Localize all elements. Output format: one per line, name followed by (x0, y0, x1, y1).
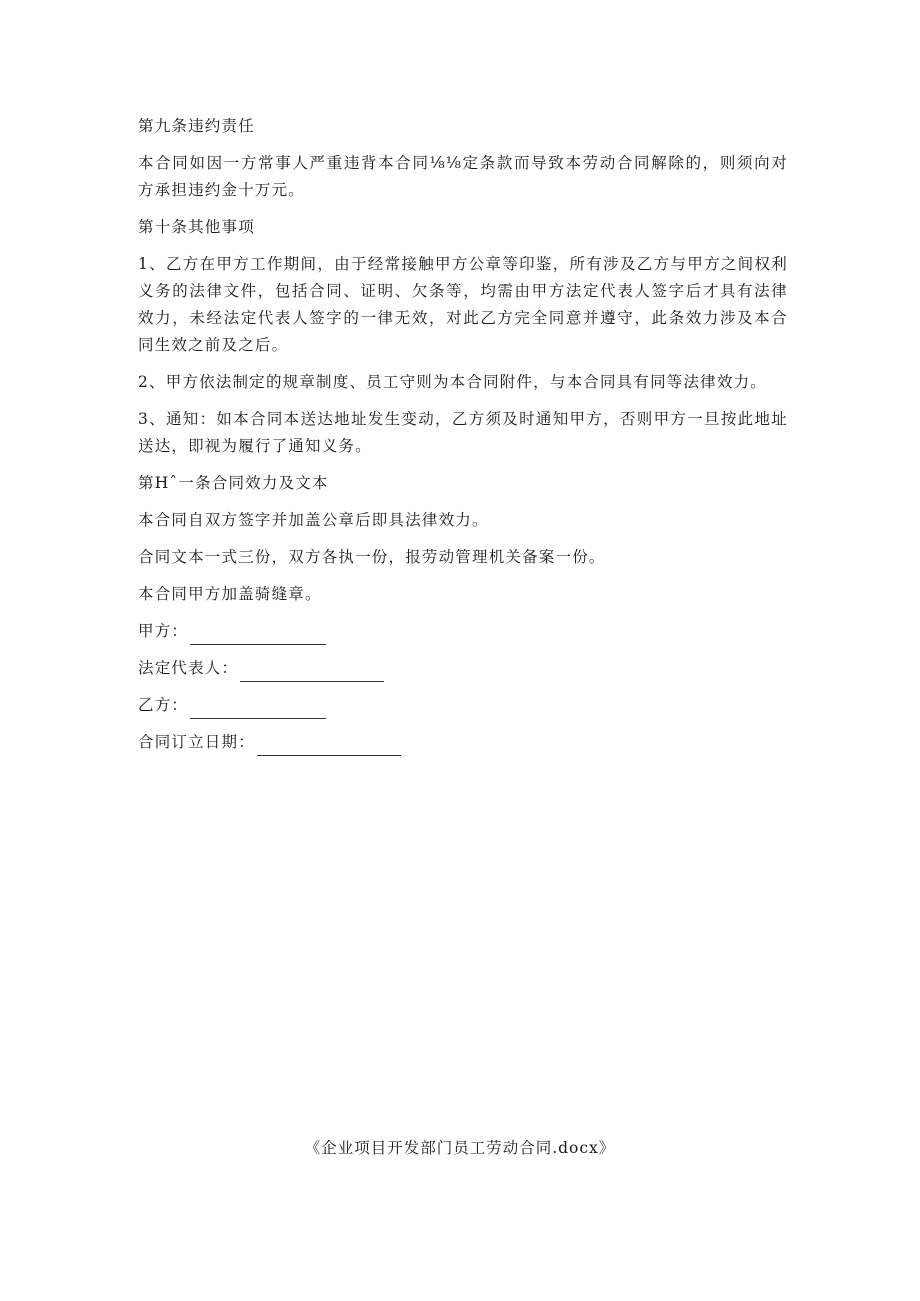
signature-legal-rep-blank (240, 663, 384, 682)
signature-party-b-blank (190, 700, 326, 719)
signature-party-b-label: 乙方： (138, 696, 189, 714)
signature-party-b (138, 692, 788, 719)
article-11-paragraph-2: 合同文本一式三份，双方各执一份，报劳动管理机关备案一份。 (138, 548, 606, 566)
signature-party-a (138, 618, 788, 645)
article-9-body: 本合同如因一方常事人严重违背本合同⅛⅛定条款而导致本劳动合同解除的，则须向对方承担违约金十万元。 (138, 154, 788, 199)
article-11-title: 第Hˆ一条合同效力及文本 (138, 474, 329, 492)
signature-date (138, 729, 788, 756)
article-10-title: 第十条其他事项 (138, 218, 255, 236)
document-body (138, 113, 788, 766)
article-9-title: 第九条违约责任 (138, 117, 255, 135)
signature-legal-rep-label: 法定代表人： (138, 659, 239, 677)
document-filename-footer: 《企业项目开发部门员工劳动合同.docx》 (304, 1139, 616, 1157)
signature-date-label: 合同订立日期： (138, 733, 255, 751)
signature-legal-rep (138, 655, 788, 682)
signature-party-a-blank (190, 626, 326, 645)
article-11-paragraph-3: 本合同甲方加盖骑缝章。 (138, 585, 322, 603)
signature-party-a-label: 甲方： (138, 622, 189, 640)
article-10-item-1: 1、乙方在甲方工作期间，由于经常接触甲方公章等印鉴，所有涉及乙方与甲方之间权利义务的法律文件，包括合同、证明、欠条等，均需由甲方法定代表人签字后才具有法律效力，未经法定代表人签字的一律无效，对此乙方完全同意并遵守，此条效力涉及本合同生效之前及之后。 (138, 255, 788, 354)
article-10-item-3: 3、通知：如本合同本送达地址发生变动，乙方须及时通知甲方，否则甲方一旦按此地址送达，即视为履行了通知义务。 (138, 410, 788, 455)
signature-date-blank (257, 737, 401, 756)
article-11-paragraph-1: 本合同自双方签字并加盖公章后即具法律效力。 (138, 511, 489, 529)
article-10-item-2: 2、甲方依法制定的规章制度、员工守则为本合同附件，与本合同具有同等法律效力。 (138, 373, 767, 391)
